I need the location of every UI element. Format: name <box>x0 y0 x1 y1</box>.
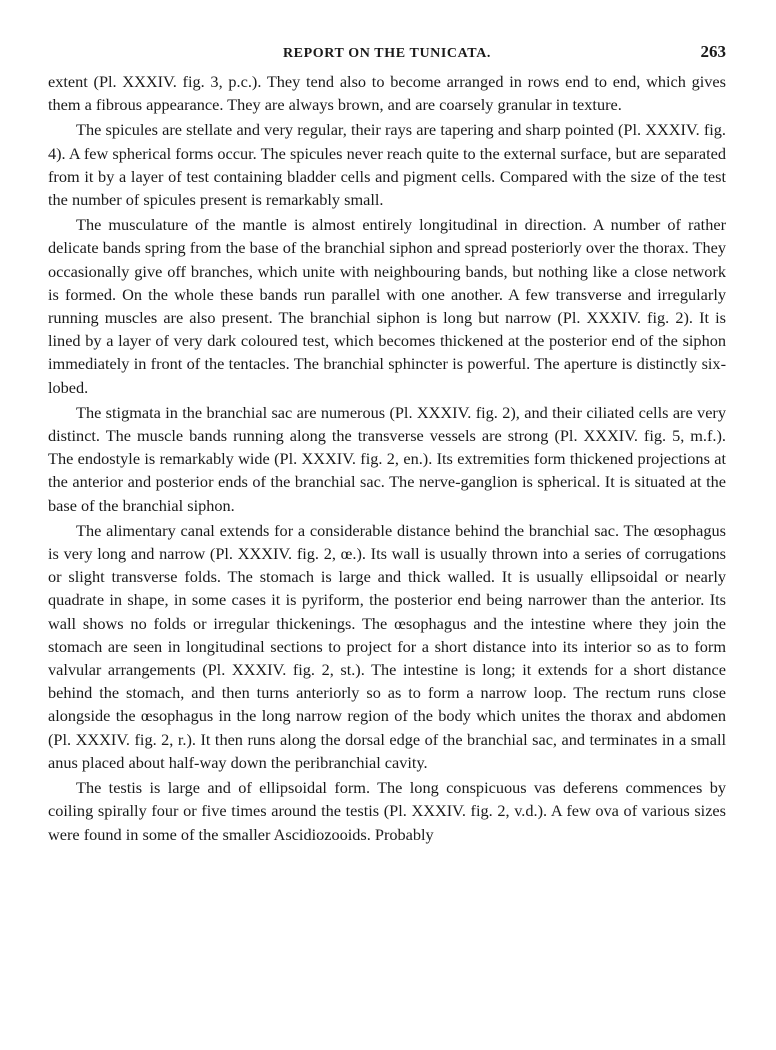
paragraph-6: The testis is large and of ellipsoidal form. The long conspicuous vas deferens commences by coiling spirally four or five times around the testis (Pl. XXXIV. fig. 2, v.d.). A few ova of various sizes were found in some of the smaller Ascidiozooids. Probably <box>48 778 726 844</box>
paragraph-5: The alimentary canal extends for a considerable distance behind the branchial sac. The œsophagus is very long and narrow (Pl. XXXIV. fig. 2, œ.). Its wall is usually thrown into a series of corrugations or slight transverse folds. The stomach is large and thick walled. It is usually ellipsoidal or nearly quadrate in shape, in some cases it is pyriform, the posterior end being narrower than the anterior. Its wall shows no folds or irregular thickenings. The œsophagus and the intestine where they join the stomach are seen in longitudinal sections to project for a short distance into its interior so as to form valvular arrangements (Pl. XXXIV. fig. 2, st.). The intestine is long; it extends for a short distance behind the stomach, and then turns anteriorly so as to form a narrow loop. The rectum runs close alongside the œsophagus in the long narrow region of the body which unites the thorax and abdomen (Pl. XXXIV. fig. 2, r.). It then runs along the dorsal edge of the branchial sac, and terminates in a small anus placed about half-way down the peribranchial cavity. <box>48 520 726 772</box>
page-header <box>48 40 726 66</box>
running-title: REPORT ON THE TUNICATA. <box>282 46 492 61</box>
page-number: 263 <box>700 42 726 61</box>
paragraph-3: The musculature of the mantle is almost entirely longitudinal in direction. A number of rather delicate bands spring from the base of the branchial siphon and spread posteriorly over the thorax. They occasionally give off branches, which unite with neighbouring bands, but nothing like a close network is formed. On the whole these bands run parallel with one another. A few transverse and irregularly running muscles are also present. The branchial siphon is long but narrow (Pl. XXXIV. fig. 2). It is lined by a layer of very dark coloured test, which becomes thickened at the posterior end of the siphon immediately in front of the tentacles. The branchial sphincter is powerful. The aperture is distinctly six-lobed. <box>48 215 726 397</box>
paragraph-1: extent (Pl. XXXIV. fig. 3, p.c.). They tend also to become arranged in rows end to end, which gives them a fibrous appearance. They are always brown, and are coarsely granular in texture. <box>48 72 726 115</box>
document-page <box>48 40 726 848</box>
paragraph-4: The stigmata in the branchial sac are numerous (Pl. XXXIV. fig. 2), and their ciliated cells are very distinct. The muscle bands running along the transverse vessels are strong (Pl. XXXIV. fig. 5, m.f.). The endostyle is remarkably wide (Pl. XXXIV. fig. 2, en.). Its extremities form thickened projections at the anterior and posterior ends of the branchial sac. The nerve-ganglion is spherical. It is situated at the base of the branchial siphon. <box>48 402 726 515</box>
paragraph-2: The spicules are stellate and very regular, their rays are tapering and sharp pointed (Pl. XXXIV. fig. 4). A few spherical forms occur. The spicules never reach quite to the external surface, but are separated from it by a layer of test containing bladder cells and pigment cells. Compared with the size of the test the number of spicules present is remarkably small. <box>48 120 726 210</box>
